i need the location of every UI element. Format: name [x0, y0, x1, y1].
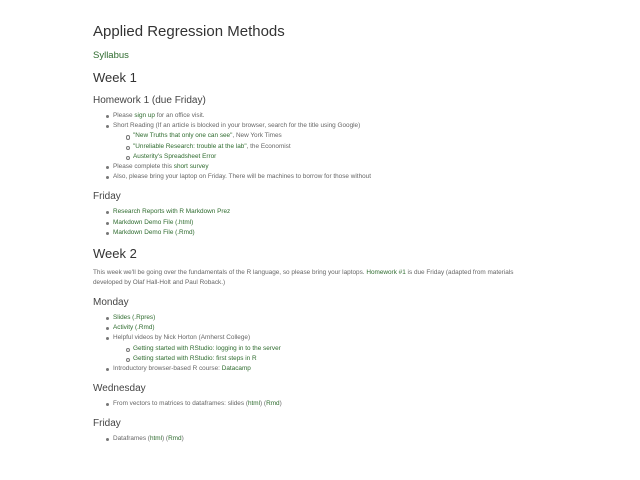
list-item [113, 228, 553, 238]
wednesday-html-link[interactable]: html [247, 400, 261, 408]
list-item: "Unreliable Research: trouble at the lab", the Economist [133, 142, 553, 152]
list-item [113, 207, 553, 217]
sign-up-link[interactable]: sign up [134, 112, 155, 119]
week2-friday-heading: Friday [93, 418, 121, 430]
friday-rmd-link[interactable]: Rmd [168, 435, 182, 443]
week1-heading: Week 1 [93, 70, 137, 85]
list-item [133, 354, 553, 364]
wednesday-list [93, 399, 553, 409]
week1-friday-list [93, 207, 553, 238]
video-logging-in-link[interactable]: Getting started with RStudio: logging in to the server [133, 344, 281, 352]
list-item: Introductory browser-based R course: Datacamp [113, 364, 553, 374]
homework1-heading: Homework 1 (due Friday) [93, 95, 206, 106]
reading-link-unreliable-research[interactable]: "Unreliable Research: trouble at the lab" [133, 142, 247, 150]
list-item [133, 152, 553, 162]
page-title: Applied Regression Methods [93, 23, 285, 40]
list-item: Short Reading (If an article is blocked in your browser, search for the title using Google) "New Truths that only one can see", New York Times "Unreliable Research: trouble at the lab", the Economist Austerity's Spreadsheet Error [113, 121, 553, 162]
reading-link-austerity[interactable]: Austerity's Spreadsheet Error [133, 152, 217, 160]
homework1-list [93, 111, 553, 182]
markdown-demo-html-link[interactable]: Markdown Demo File (.html) [113, 218, 194, 226]
video-first-steps-link[interactable]: Getting started with RStudio: first steps in R [133, 354, 257, 362]
list-item: Helpful videos by Nick Horton (Amherst College) Getting started with RStudio: logging in to the server Getting started with RStudio: first steps in R [113, 333, 553, 364]
wednesday-heading: Wednesday [93, 383, 146, 395]
datacamp-link[interactable]: Datacamp [221, 365, 251, 373]
list-item [133, 344, 553, 354]
friday-html-link[interactable]: html [149, 435, 163, 443]
activity-link[interactable]: Activity (.Rmd) [113, 324, 155, 332]
week2-intro: This week we'll be going over the fundamentals of the R language, so please bring your laptops. Homework #1 is due Friday (adapted from materials developed by Olaf Hall-Holt and Paul Roback.) [93, 269, 514, 287]
main-content [93, 22, 553, 445]
homework1-link[interactable]: Homework #1 [366, 269, 406, 277]
week2-heading: Week 2 [93, 246, 137, 262]
list-item: "New Truths that only one can see", New York Times [133, 131, 553, 141]
markdown-demo-rmd-link[interactable]: Markdown Demo File (.Rmd) [113, 228, 195, 236]
list-item: From vectors to matrices to dataframes: slides (html) (Rmd) [113, 399, 553, 409]
list-item [113, 323, 553, 333]
list-item: Please sign up for an office visit. [113, 111, 553, 121]
week1-friday-heading: Friday [93, 191, 121, 203]
research-reports-link[interactable]: Research Reports with R Markdown Prez [113, 208, 231, 216]
syllabus-link[interactable]: Syllabus [93, 50, 129, 61]
videos-sublist [113, 344, 553, 364]
reading-link-new-truths[interactable]: "New Truths that only one can see" [133, 132, 233, 140]
slides-link[interactable]: Slides (.Rpres) [113, 314, 156, 322]
short-survey-link[interactable]: short survey [173, 163, 209, 171]
week2-friday-list [93, 434, 553, 444]
list-item [113, 313, 553, 323]
reading-sublist [113, 131, 553, 162]
list-item: Please complete this short survey [113, 162, 553, 172]
list-item: Dataframes (html) (Rmd) [113, 434, 553, 444]
wednesday-rmd-link[interactable]: Rmd [266, 400, 280, 408]
list-item: Also, please bring your laptop on Friday. There will be machines to borrow for those without [113, 172, 553, 182]
monday-list [93, 313, 553, 374]
list-item [113, 218, 553, 228]
monday-heading: Monday [93, 297, 129, 309]
